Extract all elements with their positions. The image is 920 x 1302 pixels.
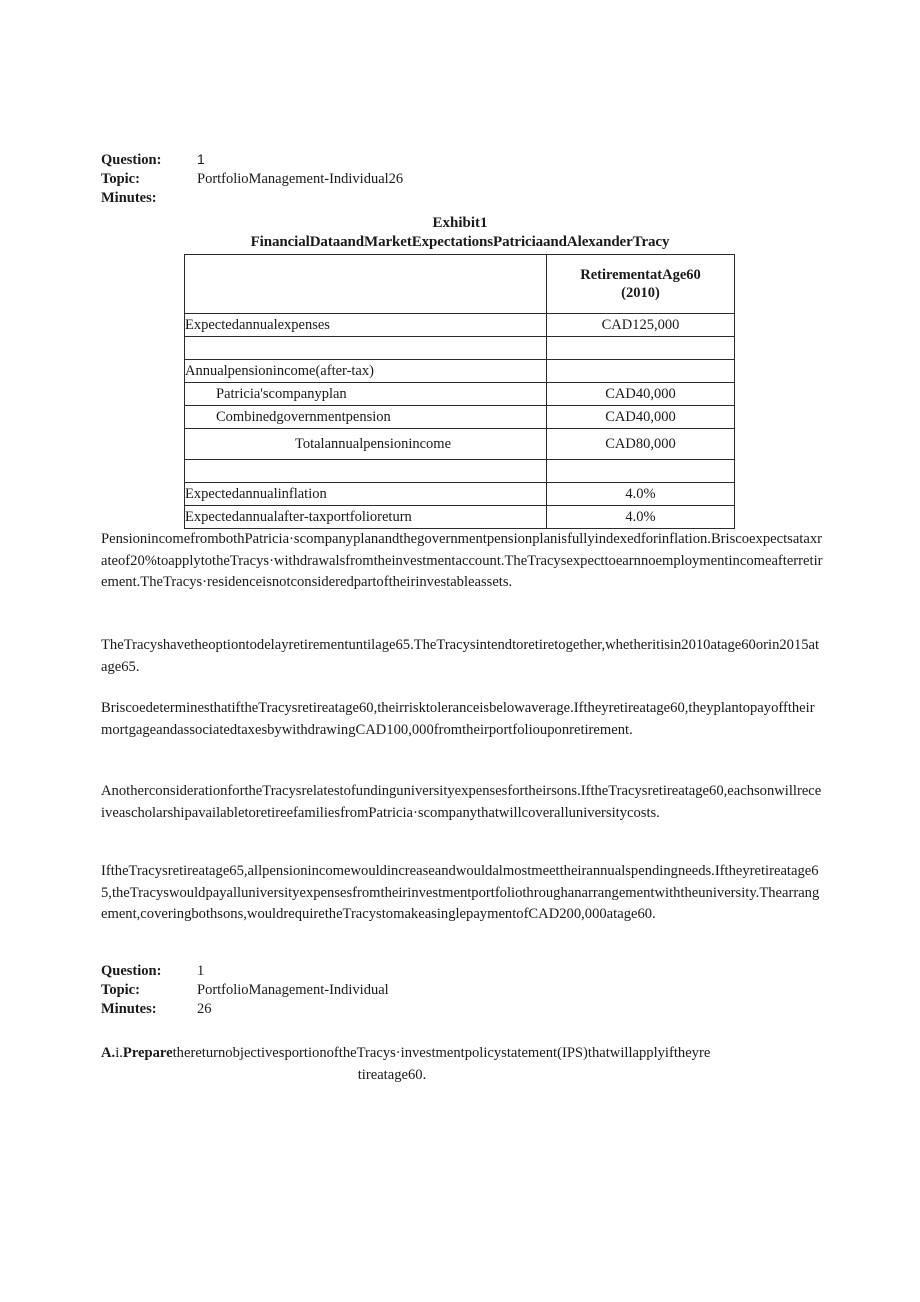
- question-value: 1: [197, 151, 205, 167]
- row-value: [547, 360, 735, 383]
- exhibit-title-line2: FinancialDataandMarketExpectationsPatriciaandAlexanderTracy: [250, 234, 670, 250]
- row-value: CAD40,000: [547, 383, 735, 406]
- topic-value: PortfolioManagement-Individual26: [197, 171, 404, 187]
- question-label: Question:: [101, 963, 162, 979]
- meta-row-topic: [101, 981, 389, 1000]
- meta-row-minutes: [101, 189, 403, 208]
- row-label: Combinedgovernmentpension: [185, 406, 547, 429]
- table-header-row: [185, 255, 735, 314]
- paragraph-pension-income: PensionincomefrombothPatricia·scompanyplanandthegovernmentpensionplanisfullyindexedforinflation.Briscoexpectsataxrateof20%toapplytotheTracys·withdrawalsfromtheinvestmentaccount.TheTracysexpecttoearnnoemploymentincomeafterretirement.TheTracys·residenceisnotconsideredpartoftheirinvestableassets.: [101, 531, 823, 590]
- meta-row-minutes: [101, 1000, 389, 1019]
- answer-command: Prepare: [122, 1045, 173, 1061]
- paragraph-risk-tolerance: BriscoedeterminesthatiftheTracysretireatage60,theirrisktoleranceisbelowaverage.Iftheyretireatage60,theyplantopayofftheirmortgageandassociatedtaxesbywithdrawingCAD100,000fromtheirportfoliouponretirement.: [101, 700, 815, 738]
- header-cell-value: [547, 255, 735, 314]
- table-row: [185, 314, 735, 337]
- meta-row-question: [101, 150, 403, 170]
- row-label: Patricia'scompanyplan: [185, 383, 547, 406]
- question-meta-top: [101, 150, 403, 208]
- table-row: [185, 406, 735, 429]
- row-value: [547, 337, 735, 360]
- meta-row-question: [101, 962, 389, 981]
- header-value-line2: (2010): [621, 285, 660, 301]
- paragraph-retire-age-65: IftheTracysretireatage65,allpensionincomewouldincreaseandwouldalmostmeettheirannualspendingneeds.Iftheyretireatage65,theTracyswouldpayalluniversityexpensesfromtheirinvestmentportfoliothroughanarrangementwiththeuniversity.Thearrangement,coveringbothsons,wouldrequiretheTracystomakeasinglepaymentofCAD200,000atage60.: [101, 863, 820, 922]
- row-label: Totalannualpensionincome: [185, 429, 547, 460]
- row-label: [185, 460, 547, 483]
- row-label: [185, 337, 547, 360]
- row-label: Expectedannualafter-taxportfolioreturn: [185, 506, 547, 529]
- topic-label: Topic:: [101, 982, 140, 998]
- exhibit-table: [184, 254, 735, 529]
- table-row: [185, 460, 735, 483]
- header-cell-label: [185, 255, 547, 314]
- answer-part-letter: A.: [101, 1045, 116, 1061]
- row-label: Expectedannualexpenses: [185, 314, 547, 337]
- table-row: [185, 383, 735, 406]
- row-value: 4.0%: [547, 506, 735, 529]
- answer-body: thereturnobjectivesportionoftheTracys·investmentpolicystatement(IPS)thatwillapplyiftheyre: [172, 1045, 711, 1061]
- minutes-label: Minutes:: [101, 190, 157, 206]
- question-value: 1: [197, 963, 205, 979]
- question-meta-bottom: [101, 962, 389, 1019]
- topic-value: PortfolioManagement-Individual: [197, 982, 389, 998]
- answer-second-line: tireatage60.: [357, 1066, 427, 1083]
- minutes-value: 26: [197, 1001, 212, 1017]
- table-row: [185, 506, 735, 529]
- table-row: [185, 337, 735, 360]
- paragraph-university-scholarship: AnotherconsiderationfortheTracysrelatestofundinguniversityexpensesfortheirsons.IftheTracysretireatage60,eachsonwillreceiveascholarshipavailabletoretireefamiliesfromPatricia·scompanythatwillcoveralluniversitycosts.: [101, 783, 822, 821]
- minutes-label: Minutes:: [101, 1001, 157, 1017]
- row-label: Expectedannualinflation: [185, 483, 547, 506]
- topic-label: Topic:: [101, 171, 140, 187]
- meta-row-topic: [101, 170, 403, 189]
- exhibit-title-line1: Exhibit1: [432, 215, 488, 231]
- question-label: Question:: [101, 152, 162, 168]
- row-value: CAD125,000: [547, 314, 735, 337]
- answer-sub-numeral: i.: [115, 1045, 123, 1061]
- row-value: [547, 460, 735, 483]
- table-row: [185, 483, 735, 506]
- row-value: CAD80,000: [547, 429, 735, 460]
- answer-prompt: [101, 1043, 823, 1086]
- table-row: [185, 360, 735, 383]
- exhibit-title: [120, 214, 800, 252]
- header-value-line1: RetirementatAge60: [580, 267, 701, 283]
- row-value: CAD40,000: [547, 406, 735, 429]
- row-label: Annualpensionincome(after-tax): [185, 360, 547, 383]
- table-row: [185, 429, 735, 460]
- row-value: 4.0%: [547, 483, 735, 506]
- paragraph-delay-retirement: TheTracyshavetheoptiontodelayretirementuntilage65.TheTracysintendtoretiretogether,whetheritisin2010atage60orin2015atage65.: [101, 637, 820, 675]
